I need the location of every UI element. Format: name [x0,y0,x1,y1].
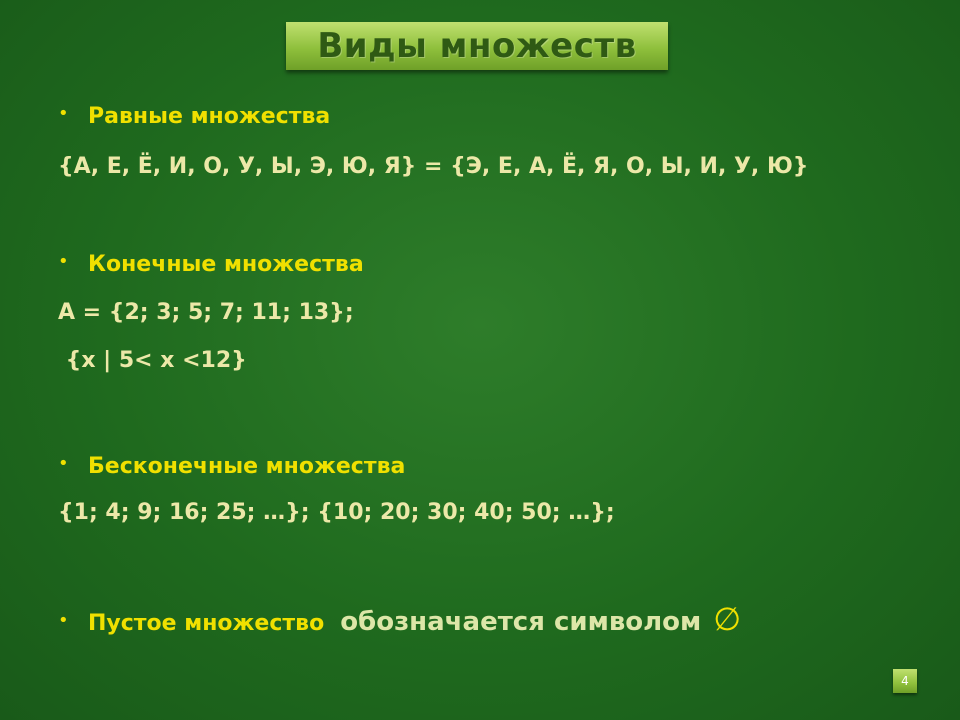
finite-sets-example-2: {x | 5< x <12} [58,348,247,373]
bullet-icon: • [58,453,69,474]
bullet-icon: • [58,251,69,272]
section-heading: Равные множества [88,104,331,129]
section-empty-set [58,600,741,638]
section-heading: Конечные множества [88,252,364,277]
bullet-icon: • [58,610,69,631]
empty-set-description: обозначается символом [340,607,702,637]
section-infinite-sets [58,454,405,479]
section-equal-sets [58,104,330,129]
bullet-icon: • [58,103,69,124]
finite-sets-example-1: А = {2; 3; 5; 7; 11; 13}; [58,300,354,325]
equal-sets-example: {А, Е, Ё, И, О, У, Ы, Э, Ю, Я} = {Э, Е, А, Ё, Я, О, Ы, И, У, Ю} [58,154,809,179]
slide-title: Виды множеств [317,26,637,66]
section-heading: Бесконечные множества [88,454,406,479]
section-finite-sets [58,252,364,277]
empty-set-symbol: ∅ [713,600,742,638]
infinite-sets-example: {1; 4; 9; 16; 25; …}; {10; 20; 30; 40; 50; …}; [58,500,615,525]
slide-title-box [286,22,668,70]
section-heading: Пустое множество [88,611,325,636]
page-number-badge: 4 [893,669,917,693]
